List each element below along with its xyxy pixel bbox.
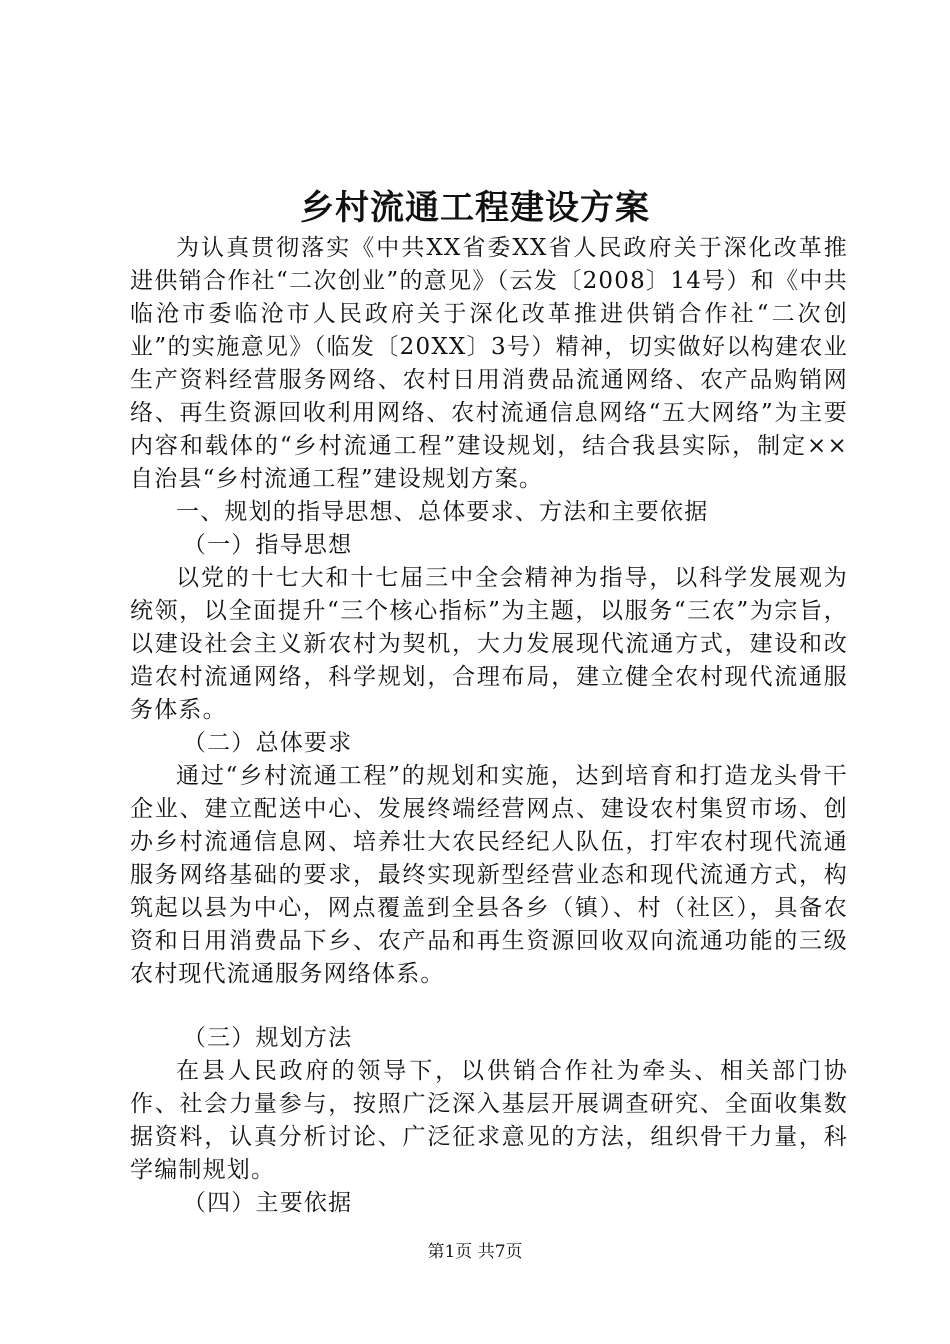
sub3-paragraph: 在县人民政府的领导下，以供销合作社为牵头、相关部门协作、社会力量参与，按照广泛深入基层开展调查研究、全面收集数据资料，认真分析讨论、广泛征求意见的方法，组织骨干力量，科学编制规划。 — [130, 1058, 848, 1183]
sub4-heading: （四）主要依据 — [182, 1190, 353, 1216]
paragraph-gap — [130, 991, 848, 1022]
document-title: 乡村流通工程建设方案 — [300, 188, 650, 228]
section1-heading: 一、规划的指导思想、总体要求、方法和主要依据 — [176, 499, 709, 525]
document-body — [130, 232, 848, 1220]
sub1-paragraph: 以党的十七大和十七届三中全会精神为指导，以科学发展观为统领，以全面提升“三个核心指标”为主题，以服务“三农”为宗旨，以建设社会主义新农村为契机，大力发展现代流通方式，建设和改造农村流通网络，科学规划，合理布局，建立健全农村现代流通服务体系。 — [130, 565, 848, 723]
sub2-heading: （二）总体要求 — [182, 730, 353, 756]
intro-paragraph: 为认真贯彻落实《中共XX省委XX省人民政府关于深化改革推进供销合作社“二次创业”的意见》（云发〔2008〕14号）和《中共临沧市委临沧市人民政府关于深化改革推进供销合作社“二次创业”的实施意见》（临发〔20XX〕3号）精神，切实做好以构建农业生产资料经营服务网络、农村日用消费品流通网络、农产品购销网络、再生资源回收利用网络、农村流通信息网络“五大网络”为主要内容和载体的“乡村流通工程”建设规划，结合我县实际，制定××自治县“乡村流通工程”建设规划方案。 — [130, 235, 848, 492]
sub1-heading: （一）指导思想 — [182, 532, 353, 558]
sub3-heading: （三）规划方法 — [182, 1025, 353, 1051]
sub2-paragraph: 通过“乡村流通工程”的规划和实施，达到培育和打造龙头骨干企业、建立配送中心、发展终端经营网点、建设农村集贸市场、创办乡村流通信息网、培养壮大农民经纪人队伍，打牢农村现代流通服务网络基础的要求，最终实现新型经营业态和现代流通方式，构筑起以县为中心，网点覆盖到全县各乡（镇）、村（社区），具备农资和日用消费品下乡、农产品和再生资源回收双向流通功能的三级农村现代流通服务网络体系。 — [130, 763, 848, 987]
page-footer: 第1页 共7页 — [427, 1242, 523, 1262]
